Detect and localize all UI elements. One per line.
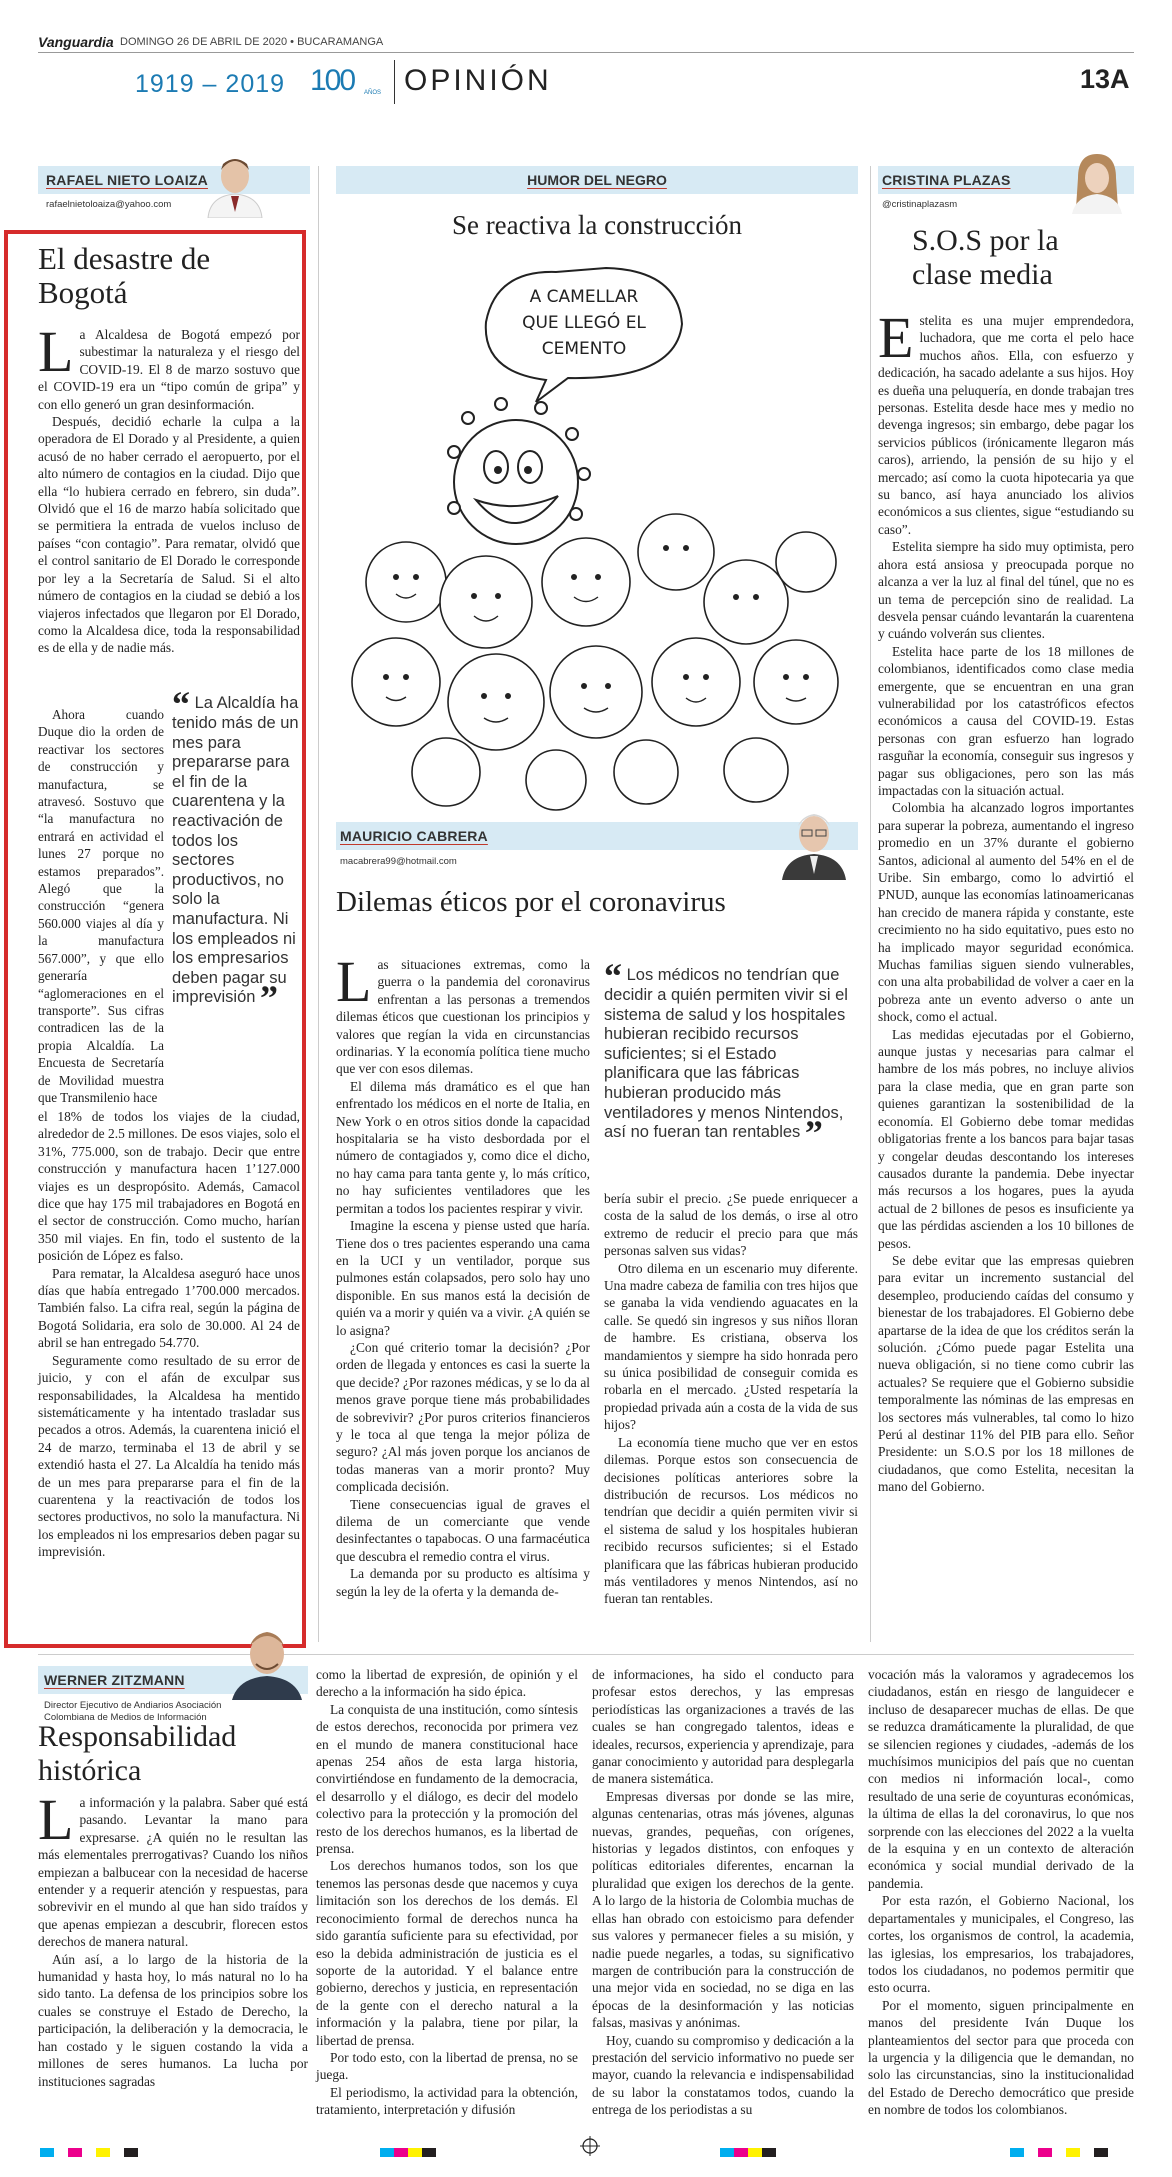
article-bottom-c2d: Por todo esto, con la libertad de prensa, no se juega. bbox=[316, 2049, 578, 2083]
article-right-p5: Las medidas ejecutadas por el Gobierno, aunque justas y necesarias para calmar el hambre de los más pobres, no incluye alivios para la clase media, que en gran parte son quienes garantizan la sostenibilidad de la economía. El Gobierno debe tomar medidas obligatorias frente a los bancos para bajar tasas y congelar deudas descontando los intereses causados durante la pandemia. Debe inyectar más recursos a los hogares, pues la ayuda actual de 2 billones de pesos es insuficiente ya que las pérdidas ascienden a los 10 billones de pesos. bbox=[878, 1026, 1134, 1251]
anniversary-sub: AÑOS bbox=[364, 90, 382, 96]
article-left-body-1 bbox=[38, 319, 300, 657]
article-bottom-col1 bbox=[38, 1787, 308, 2090]
article-left-p4: Para rematar, la Alcaldesa aseguró hace unos días que había entregado 1’700.000 mercados. También falso. La cifra real, según la página de Bogotá Solidaria, era solo de 30.000. Al 24 de abril se han entregado 54.770. bbox=[38, 1265, 300, 1351]
pullquote-middle: “ Los médicos no tendrían que decidir a quién permiten vivir si el sistema de salud y los hospitales hubieran recibido recursos suficientes; si el Estado planificara que las fábricas hubieran producido más ventiladores y menos Nintendos, así no fueran tan rentables ” bbox=[604, 956, 848, 1154]
dropcap-left: L bbox=[38, 319, 74, 384]
article-left-p3b: el 18% de todos los viajes de la ciudad, alrededor de 2.5 millones. De esos viajes, solo el 31%, 775.000, son de trabajo. Decir que entre construcción y manufactura hacen 1’127.000 viajes es un despropósito. Además, Camacol dice que hay 175 mil trabajadores en Bogotá en el sector de construcción. Como mucho, harían 350 mil viajes. En fin, todo el sustento de la posición de López es falso. bbox=[38, 1109, 300, 1264]
article-bottom-col4 bbox=[868, 1666, 1134, 2119]
header-rule bbox=[38, 52, 1134, 53]
author-email-left: rafaelnietoloaiza@yahoo.com bbox=[46, 199, 172, 210]
headline-right: S.O.S por la clase media bbox=[912, 224, 1059, 291]
article-middle-p6: La demanda por su producto es altísima y según la ley de la oferta y la demanda de- bbox=[336, 1566, 590, 1599]
registration-mark-icon bbox=[580, 2136, 600, 2156]
author-role-bottom: Director Ejecutivo de Andiarios Asociación Colombiana de Medios de Información bbox=[44, 1700, 222, 1723]
article-middle-p9: La economía tiene mucho que ver en estos dilemas. Porque estos son consecuencia de decisiones políticas anteriores sobre la distribución de recursos. Los médicos no tendrían que decidir a quién permiten vivir si el sistema de salud y los hospitales hubieran recibido recursos suficientes; si el Estado planificara que las fábricas hubieran producido más ventiladores y menos Nintendos, así no fueran tan rentables. bbox=[604, 1434, 858, 1607]
article-middle-p3: Imagine la escena y piense usted que haría. Tiene dos o tres pacientes esperando una cama en la UCI y un ventilador, porque sus pulmones están colapsados, pero solo hay uno disponible. En sus manos está la decisión de quién va a morir y quién va a vivir. ¿A quién se lo asigna? bbox=[336, 1218, 590, 1338]
dropcap-right: E bbox=[878, 305, 914, 370]
svg-text:A CAMELLAR: A CAMELLAR bbox=[529, 287, 639, 307]
cartoon-illustration bbox=[346, 252, 852, 812]
article-right-body bbox=[878, 305, 1134, 1496]
close-quote-icon-2: ” bbox=[804, 1113, 823, 1154]
color-registration-bar-left bbox=[40, 2144, 138, 2162]
article-right-p3: Estelita hace parte de los 18 millones de colombianos, identificados como clase media emergente, que se encuentran en una gran vulnerabilidad por los catastróficos efectos económicos a causa del COVID-19. Estas personas con gran esfuerzo han logrado rasguñar la economía, conseguir sus ingresos y pagar sus obligaciones, pero son las más impactadas con la situación actual. bbox=[878, 643, 1134, 798]
article-right-p4: Colombia ha alcanzado logros importantes para superar la pobreza, aumentando el ingreso promedio en un 37% durante el gobierno Santos, adicional al aumento del 54% en el de Uribe. Sin embargo, como lo advirtió el PNUD, aunque las economías latinoamericanas han crecido de manera rápida y constante, este crecimiento no ha sido equitativo, pues esto no ha implicado mayor seguridad económica. Muchas familias siguen siendo vulnerables, con una alta probabilidad de volver a caer en la pobreza ante un evento adverso o ante un shock, como el actual. bbox=[878, 800, 1134, 1025]
color-registration-bar-mid bbox=[380, 2144, 436, 2162]
article-bottom-c1: La información y la palabra. Saber qué está pasando. Levantar la mano para expresarse. ¿A quién no le resultan las más elementales prerrogativas? Cuando los niños empiezan a balbucear con la necesidad de hacerse entender y a requerir atención y respuestas, para sobrevivir en el mundo al que han sido traídos y que apenas empiezan a descubrir, florecen estos derechos de manera natural. bbox=[38, 1787, 308, 1950]
open-quote-icon-2: “ bbox=[604, 956, 622, 996]
cartoon-headline: Se reactiva la construcción bbox=[451, 210, 743, 240]
article-bottom-c3: de informaciones, ha sido el conducto para profesar estos derechos, y las empresas periodísticas las organizaciones a través de las cuales se han congregado talentos, ideas e ideales, recursos, experiencia y aprendizaje, para ganar conocimiento y autoridad para desplegarla de manera sistemática. bbox=[592, 1667, 854, 1787]
page-header bbox=[0, 0, 1172, 110]
years-label: 1919 – 2019 bbox=[135, 70, 286, 98]
section-title: OPINIÓN bbox=[404, 64, 552, 97]
article-bottom-c2b: La conquista de una institución, como síntesis de estos derechos, reconocida por primera vez en el mundo de manera constitucional hace apenas 254 años de esta larga historia, convirtiéndose en fundamento de la democracia, el desarrollo y el diálogo, es decir del modelo colectivo para la protección y la promoción del resto de los derechos humanos, es la libertad de prensa. bbox=[316, 1701, 578, 1857]
article-left-p2: Después, decidió echarle la culpa a la operadora de El Dorado y al Presidente, a quien acusó de no haber cerrado el aeropuerto, por el alto número de contagios en la ciudad. Dijo que ella “lo hubiera cerrado en febrero, sin duda”. Olvidó que el 16 de marzo había solicitado que se permitiera la entrada de vuelos incluso de países “con contagio”. Para rematar, olvidó que el control sanitario de El Dorado le corresponde por ley a la Secretaría de Salud. Si el alto número de contagios en la ciudad se debió a los viajeros infectados que llegaron por El Dorado, como la Alcaldesa dice, toda la responsabilidad es de ella y de nadie más. bbox=[38, 414, 300, 656]
article-bottom-c2c: Los derechos humanos todos, son los que tenemos las personas desde que nacemos y cuya limitación son los derechos de los demás. El reconocimiento formal de derechos nunca ha sido garantía suficiente para su efectividad, por eso la debida administración de justicia es el soporte de la autoridad. Y el balance entre gobierno, derechos y justicia, en representación de la gente con el derecho natural a la información y la palabra, tiene por pilar, la libertad de prensa. bbox=[316, 1858, 578, 2048]
article-bottom-col2 bbox=[316, 1666, 578, 2119]
article-middle-p5: Tiene consecuencias igual de graves el dilema de un comerciante que vende desinfectantes o tapabocas. O una farmacéutica que descubra el remedio contra el virus. bbox=[336, 1496, 590, 1564]
color-registration-bar-right bbox=[720, 2144, 776, 2162]
close-quote-icon: ” bbox=[260, 978, 279, 1019]
article-bottom-c4: vocación más la valoramos y agradecemos los ciudadanos, están en riesgo de languidecer e incluso de desaparecer muchas de ellas. De que se reduzca dramáticamente la pluralidad, de que se silencien regiones y ciudades, -además de los muchísimos municipios del país que no cuentan con medios ni información local-, como resultado de una serie de coyunturas económicas, la última de ellas la del coronavirus, lo que nos sorprende con las elecciones del 2022 a la vuelta de la esquina y en un contexto de alteración económica y social mundial derivado de la pandemia. bbox=[868, 1667, 1134, 1891]
cartoon-section-label: HUMOR DEL NEGRO bbox=[527, 172, 667, 188]
article-bottom-col3 bbox=[592, 1666, 854, 2119]
dateline: DOMINGO 26 DE ABRIL DE 2020 • BUCARAMANGA bbox=[120, 36, 384, 48]
article-middle-col2 bbox=[604, 1190, 858, 1608]
article-middle-p1: Las situaciones extremas, como la guerra o la pandemia del coronavirus enfrentan a las personas a tremendos dilemas éticos que cuestionan los principios y valores que regían la vida en circunstancias ordinarias. Y la economía política tiene mucho que ver con esos dilemas. bbox=[336, 949, 590, 1077]
article-bottom-c1b: Aún así, a lo largo de la historia de la humanidad y hasta hoy, lo más natural no lo ha sido tanto. La defensa de los principios sobre los cuales se construye el Estado de Derecho, la participación, la deliberación y la democracia, le han costado y le siguen costando la vida a millones de seres humanos. La lucha por instituciones sagradas bbox=[38, 1951, 308, 2089]
color-registration-bar-far bbox=[1010, 2144, 1108, 2162]
dropcap-bottom: L bbox=[38, 1787, 74, 1852]
article-middle-col1 bbox=[336, 949, 590, 1600]
article-bottom-c4c: Por el momento, siguen principalmente en manos del presidente Iván Duque los planteamientos del sector para que proceda con la urgencia y la diligencia que le demandan, no solo las circunstancias, sino la institucionalidad del Estado de Derecho democrático que preside en nombre de todos los colombianos. bbox=[868, 1997, 1134, 2118]
header-divider bbox=[394, 60, 395, 104]
article-bottom-c3b: Empresas diversas por donde se las mire, algunas centenarias, otras más jóvenes, algunas nuevas, grandes, pequeñas, con orígenes, historias y legados distintos, con enfoques y políticas editoriales diferentes, encarnan la pluralidad que exigen los derechos de la gente. A lo largo de la historia de Colombia muchas de ellas han obrado con estoicismo para defender sus valores y permanecer fieles a su misión, y nadie puede negarles, a todas, su significativo margen de contribución para la construcción de una mejor vida en sociedad, no se diga en las épocas de la desinformación y las noticias falsas, masivas y anónimas. bbox=[592, 1788, 854, 2031]
author-email-middle: macabrera99@hotmail.com bbox=[340, 856, 457, 867]
article-left-p3: Ahora cuando Duque dio la orden de reactivar los sectores de construcción y manufactura, se atravesó. Sostuvo que “la manufactura no entrará en actividad el lunes 27 porque no estamos preparados”. Alegó que la construcción “genera 560.000 viajes al día y la manufactura 567.000”, y que ello generaría “aglomeraciones en el transporte”. Sus cifras contradicen las de la propia Alcaldía. La Encuesta de Secretaría de Movilidad muestra que Transmilenio hace bbox=[38, 707, 164, 1105]
article-left-body-2 bbox=[38, 706, 164, 1106]
vertical-rule-left bbox=[318, 166, 319, 1642]
masthead-brand: Vanguardia bbox=[38, 34, 114, 50]
anniversary-logo bbox=[310, 62, 390, 102]
author-name-left: RAFAEL NIETO LOAIZA bbox=[46, 172, 208, 188]
author-name-middle: MAURICIO CABRERA bbox=[340, 828, 488, 844]
pullquote-left: “ La Alcaldía ha tenido más de un mes para prepararse para el fin de la cuarentena y la reactivación de todos los sectores productivos, no solo la manufactura. Ni los empleados ni los empresarios deben pagar su imprevisión ” bbox=[172, 684, 299, 1019]
author-photo-right bbox=[1064, 148, 1130, 214]
author-photo-left bbox=[200, 148, 270, 218]
article-middle-p2: El dilema más dramático es el que han enfrentado los médicos en el norte de Italia, en New York o en otros sitios donde la capacidad hospitalaria se ha visto desbordada por el número de contagiados y, como dice el dicho, no hay cama para tanta gente y, lo más crítico, no hay suficientes ventiladores que les permitan a todos los pacientes respirar y vivir. bbox=[336, 1078, 590, 1216]
article-middle-p7: bería subir el precio. ¿Se puede enriquecer a costa de la salud de los demás, o irse al otro extremo de reducir el precio para que más personas salven sus vidas? bbox=[604, 1191, 858, 1259]
vertical-rule-right bbox=[870, 166, 871, 1642]
article-left-p1: La Alcaldesa de Bogotá empezó por subestimar la naturaleza y el riesgo del COVID-19. El 8 de marzo sostuvo que el COVID-19 era un “tipo común de gripa” y con ello generó un gran desinformación. bbox=[38, 319, 300, 412]
headline-middle: Dilemas éticos por el coronavirus bbox=[336, 886, 726, 918]
page-number: 13A bbox=[1080, 64, 1130, 94]
author-email-right: @cristinaplazasm bbox=[882, 199, 958, 210]
bottom-top-rule bbox=[38, 1654, 1134, 1655]
article-right-p6: Se debe evitar que las empresas quiebren para evitar un incremento sustancial del desempleo, produciendo caídas del consumo y bienestar de los trabajadores. El Gobierno debe apartarse de la idea de que los créditos serán la solución. ¿Cómo puede pagar Estelita una nueva obligación, si no tiene como cubrir las actuales? Se requiere que el Gobierno subsidie temporalmente las nóminas de las empresas en los sectores más vulnerables, tal como lo hizo Perú al destinar 11% del PIB para ello. Señor Presidente: un S.O.S por los 18 millones de ciudadanos, que como Estelita, necesitan la mano del Gobierno. bbox=[878, 1252, 1134, 1495]
article-middle-p8: Otro dilema en un escenario muy diferente. Una madre cabeza de familia con tres hijos que se ganaba la vida vendiendo aguacates en la calle. Se quedó sin ingresos y sus niños lloran de hambre. Es cristiana, observa los mandamientos y siempre ha sido honrada pero su única posibilidad de conseguir comida es robarla en el mercado. ¿Usted respetaría la propiedad privada aún a costa de la vida de sus hijos? bbox=[604, 1260, 858, 1433]
dropcap-middle: L bbox=[336, 949, 372, 1014]
article-right-p2: Estelita siempre ha sido muy optimista, pero ahora está ansiosa y preocupada porque no alcanza a ver la luz al final del túnel, que no es un tema de percepción sino de realidad. La desvela pensar cuándo levantarán la cuarentena y cuándo volverán sus clientes. bbox=[878, 539, 1134, 642]
headline-bottom: Responsabilidad histórica bbox=[38, 1720, 237, 1787]
author-name-right: CRISTINA PLAZAS bbox=[882, 172, 1011, 188]
article-left-body-3 bbox=[38, 1108, 300, 1561]
open-quote-icon: “ bbox=[172, 684, 190, 724]
article-right-p1: Estelita es una mujer emprendedora, luchadora, que me corta el pelo hace muchos años. Ella, con esfuerzo y dedicación, ha sacado adelante a sus hijos. Hoy es dueña una peluquería, en donde trabajan tres personas. Estelita desde hace mes y medio no devenga ingresos; sin embargo, debe pagar los servicios públicos (irónicamente llegaron más caros), arriendo, la pensión de su hijo y el mercado; así como la cuota hipotecaria ya que su banco, así haya anunciado los alivios económicos a sus clientes, sigue “estudiando su caso”. bbox=[878, 305, 1134, 537]
article-bottom-c2: como la libertad de expresión, de opinión y el derecho a la información ha sido épica. bbox=[316, 1667, 578, 1700]
headline-left: El desastre de Bogotá bbox=[38, 241, 211, 310]
article-bottom-c4b: Por esta razón, el Gobierno Nacional, los departamentales y municipales, el Congreso, las cortes, los organismos de control, la academia, las iglesias, los empresarios, los trabajadores, todos los ciudadanos, no podemos permitir que esto ocurra. bbox=[868, 1893, 1134, 1996]
article-middle-p4: ¿Con qué criterio tomar la decisión? ¿Por orden de llegada y entonces es casi la suerte la que decide? ¿Por razones médicas, y se lo da al menos grave porque tiene más probabilidades de sobrevivir? ¿Por puros criterios financieros y le toca al que tenga la mejor póliza de seguro? ¿Al más joven porque los ancianos de todas maneras van a morir pronto? Muy complicada decisión. bbox=[336, 1339, 590, 1495]
article-bottom-c3c: Hoy, cuando su compromiso y dedicación a la prestación del servicio informativo no puede ser mayor, cuando la relevancia e indispensabilidad de su labor la constatamos todos, cuando la entrega de los periodistas a su bbox=[592, 2032, 854, 2118]
article-left-p5: Seguramente como resultado de su error de juicio, y con el afán de exculpar sus responsabilidades, la Alcaldesa ha mentido sistemáticamente y ha intentado trasladar sus pecados a otros. Además, la cuarentena inició el 24 de marzo, terminaba el 13 de abril y se extendió hasta el 27. La Alcaldía ha tenido más de un mes para prepararse para el fin de la cuarentena y la reactivación de todos los sectores productivos, no solo la manufactura. Ni los empleados ni los empresarios deben pagar su imprevisión. bbox=[38, 1352, 300, 1560]
svg-text:CEMENTO: CEMENTO bbox=[541, 339, 627, 359]
article-bottom-c2e: El periodismo, la actividad para la obtención, tratamiento, interpretación y difusión bbox=[316, 2084, 578, 2118]
author-photo-bottom bbox=[226, 1618, 308, 1700]
author-photo-middle bbox=[776, 804, 852, 880]
author-name-bottom: WERNER ZITZMANN bbox=[44, 1672, 185, 1688]
anniversary-number: 100 bbox=[310, 64, 355, 97]
svg-text:QUE LLEGÓ EL: QUE LLEGÓ EL bbox=[522, 313, 646, 333]
